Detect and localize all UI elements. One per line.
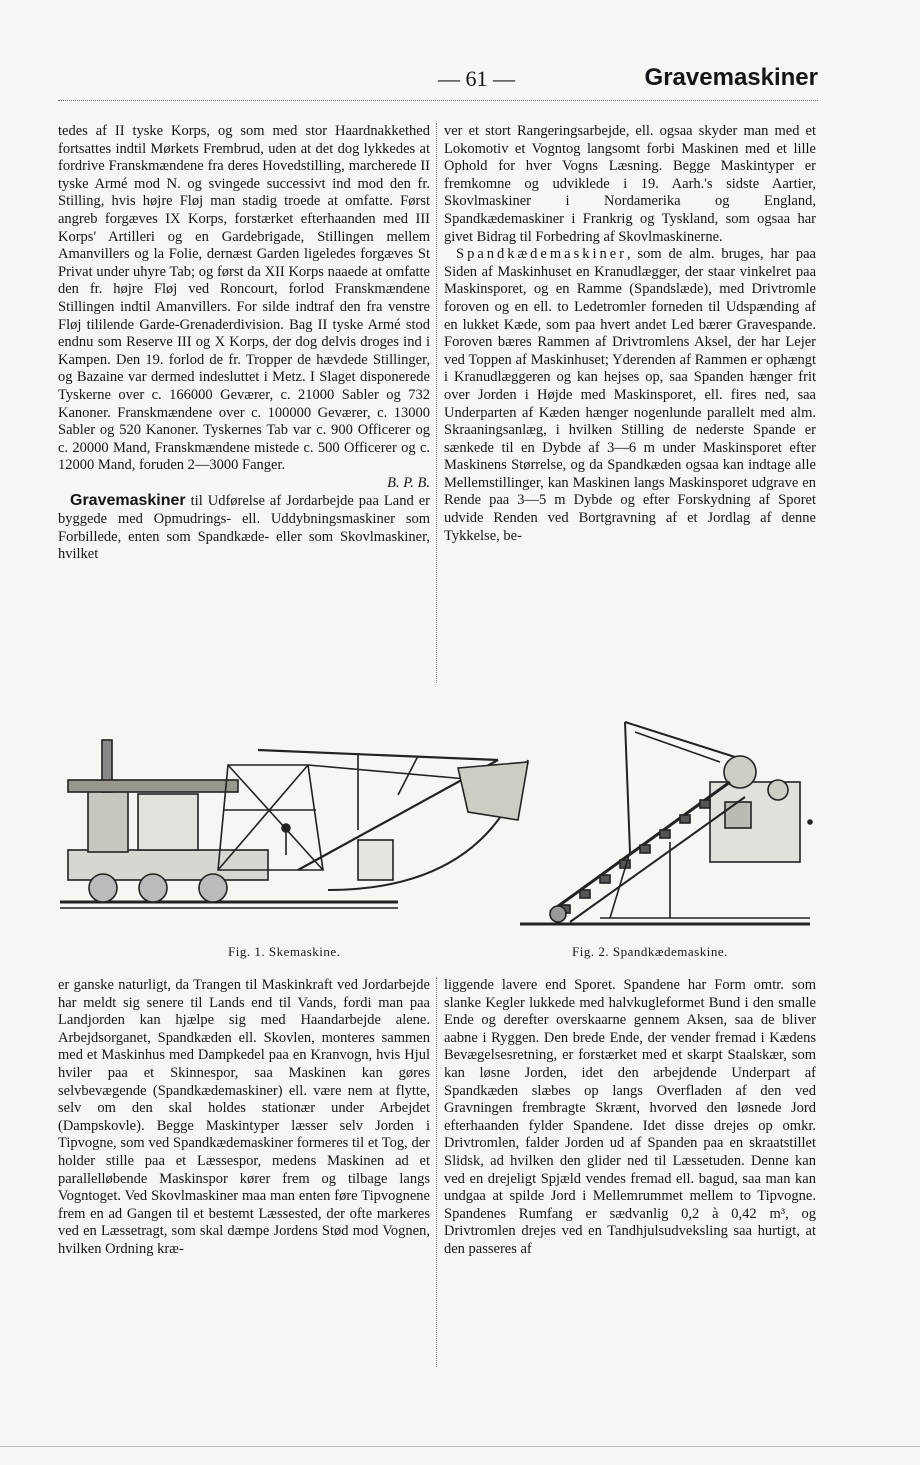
article-start (58, 492, 430, 563)
spandkaedemaskine-illustration (520, 712, 820, 932)
figure-2-caption: Fig. 2. Spandkædemaskine. (572, 944, 728, 959)
page-number: — 61 — (438, 66, 515, 91)
paragraph: til Udførelse af Jordarbejde paa Land er byggede med Opmudrings- ell. Uddybningsmaskiner som Forbillede, enten som Spandkæde- eller som Skovlmaskiner, hvilket (58, 493, 430, 563)
column-right-bottom (444, 977, 816, 1367)
column-left-bottom (58, 977, 430, 1367)
paragraph (444, 246, 816, 545)
column-left-top (58, 123, 430, 683)
figure-1-skemaskine (58, 690, 558, 930)
figure-2-spandkaedemaskine (520, 712, 820, 932)
paragraph: liggende lavere end Sporet. Spandene har Form omtr. som slanke Kegler lukkede med halvkugleformet Bund i den smalle Ende og derefter overskaarne gennem Aksen, saa de bliver aabne i Ryggen. Den brede Ende, der vender fremad i Kædens Bevægelsesretning, er forstærket med et skarpt Staalskær, som kan løsne Jorden, idet den arbejdende Underpart af Spandkæden slæbes op langs Overfladen af den ved Gravningen frembragte Skrænt, hvorved den løsnede Jord efterhaanden fylder Spandene. Idet disse drejes op omkr. Drivtromlen, falder Jorden ud af Spanden paa en skraatstillet Slidsk, ad hvilken den glider ned til Læssetuden. Denne kan ved en drejeligt Spjæld vendes fremad ell. bagud, saa man kan undgaa at spilde Jord i Mellemrummet mellem to Tipvogne. Spandenes Rumfang er sædvanlig 0,2 à 0,42 m³, og Drivtromlen drejes ved en Tandhjulsudveksling saa hurtigt, at den passeres af (444, 977, 816, 1257)
paragraph: tedes af II tyske Korps, og som med stor Haardnakkethed fortsattes indtil Mørkets Frembrud, uden at det dog lykkedes at fordrive Franskmændene fra deres Hovedstilling, marcherede II tyske Armé mod N. og svingede successivt ind mod den fr. Stilling, hvis højre Fløj man stadig troede at omfatte. Først angreb forgæves IX Korps, forstærket efterhaanden med III Korps' Artilleri og en Gardebrigade, Stillingen mellem Amanvillers og la Folie, dernæst Garden ligeledes forgæves St Privat under uhyre Tab; og først da XII Korps naaede at omfatte den fr. højre Fløj ved Roncourt, forlod Franskmændene Stillingen indtil Amanvillers. For silde indtraf den fra venstre Fløj tililende Garde-Grenaderdivision. Bag II tyske Armé stod endnu som Reserve III og X Korps, der dog delvis droges ind i Kampen. Den 19. forlod de fr. Tropper de hævdede Stillinger, og Bazaine var dermed indesluttet i Metz. I Slaget disponerede Tyskerne over c. 166000 Geværer, c. 21000 Sabler og 732 Kanoner. Franskmændene over c. 100000 Geværer, c. 13000 Sabler og 520 Kanoner. Tyskernes Tab var c. 900 Officerer og c. 20000 Mand, Franskmændene mistede c. 500 Officerer og c. 12000 Mand, foruden 2—3000 Fanger. (58, 123, 430, 474)
paragraph: ver et stort Rangeringsarbejde, ell. ogsaa skyder man med et Lokomotiv et Vogntog langsomt forbi Maskinen med et lille Ophold for hver Vogns Læsning. Begge Maskintyper er fremkomne og udviklede i 19. Aarh.'s sidste Aartier, Skovlmaskiner i Nordamerika og England, Spandkædemaskiner i Frankrig og Tyskland, som ogsaa har givet Bidrag til Forbedring af Skovlmaskinerne. (444, 123, 816, 245)
author-signature: B. P. B. (387, 474, 430, 491)
running-head: Gravemaskiner (644, 64, 818, 91)
column-divider (436, 123, 437, 683)
paragraph: er ganske naturligt, da Trangen til Maskinkraft ved Jordarbejde har meldt sig senere til Lands end til Vands, fordi man paa Landjorden kan hjælpe sig med Haandarbejde alene. Arbejdsorganet, Spandkæden ell. Skovlen, monteres sammen med et Maskinhus med Dampkedel paa en Kranvogn, hvis Hjul hviler paa et Skinnespor, saa Maskinen kan gøres selvbevægende (Spandkædemaskiner) ell. være nem at flytte, selv om den skal holdes stationær under Arbejdet (Dampskovle). Begge Maskintyper læsser selv Jorden i Tipvogne, som ved Spandkædemaskiner formeres til et Tog, der holder stille paa et Læssespor, medens Maskinen ad et parallelløbende Maskinspor kører frem og tilbage langs Vogntoget. Ved Skovlmaskiner maa man enten føre Tipvognene frem en ad Gangen til et bestemt Læssested, der ofte markeres ved en Læssetragt, som skal dæmpe Jordens Stød mod Vognen, hvilken Ordning kræ- (58, 977, 430, 1257)
scan-edge (0, 1446, 920, 1447)
column-right-top (444, 123, 816, 683)
paragraph-text: , som de alm. bruges, har paa Siden af Maskinhuset en Kranudlægger, der staar vinkelret paa Maskinsporet, og en Ramme (Spandslæde), med Drivtromle foroven og en ell. to Ledetromler forneden til Udspænding af en lukket Kæde, som paa hvert andet Led bærer Gravespande. Foroven bæres Rammen af Drivtromlens Aksel, der har Lejer ved Toppen af Maskinhuset; Yderenden af Rammen er ophængt i Kranudlæggeren og kan hejses op, saa Spanden hænger frit over Jorden i Højde med Maskinsporet, ell. fires ned, saa Underparten af Kæden hænger nogenlunde parallelt med alm. Skraaningsanlæg, i hvilken Stilling de nederste Spande er sænkede til en Dybde af 3—6 m under Maskinsporet efter Maskinens Størrelse, og da Spandkæden ogsaa kan indtage alle Mellemstillinger, kan Maskinen langs Maskinsporet udgrave en Rende paa 3—5 m Dybde og efter Forskydning af Sporet udvide Renden ved Bortgravning af et Jordlag af denne Tykkelse, be- (444, 246, 816, 544)
page-header (58, 60, 818, 100)
column-divider (436, 977, 437, 1367)
spaced-term: Spandkædemaskiner (456, 246, 628, 263)
figure-1-caption: Fig. 1. Skemaskine. (228, 944, 341, 959)
article-headword: Gravemaskiner (70, 492, 186, 510)
header-rule (58, 100, 818, 101)
skemaskine-illustration (58, 690, 558, 930)
